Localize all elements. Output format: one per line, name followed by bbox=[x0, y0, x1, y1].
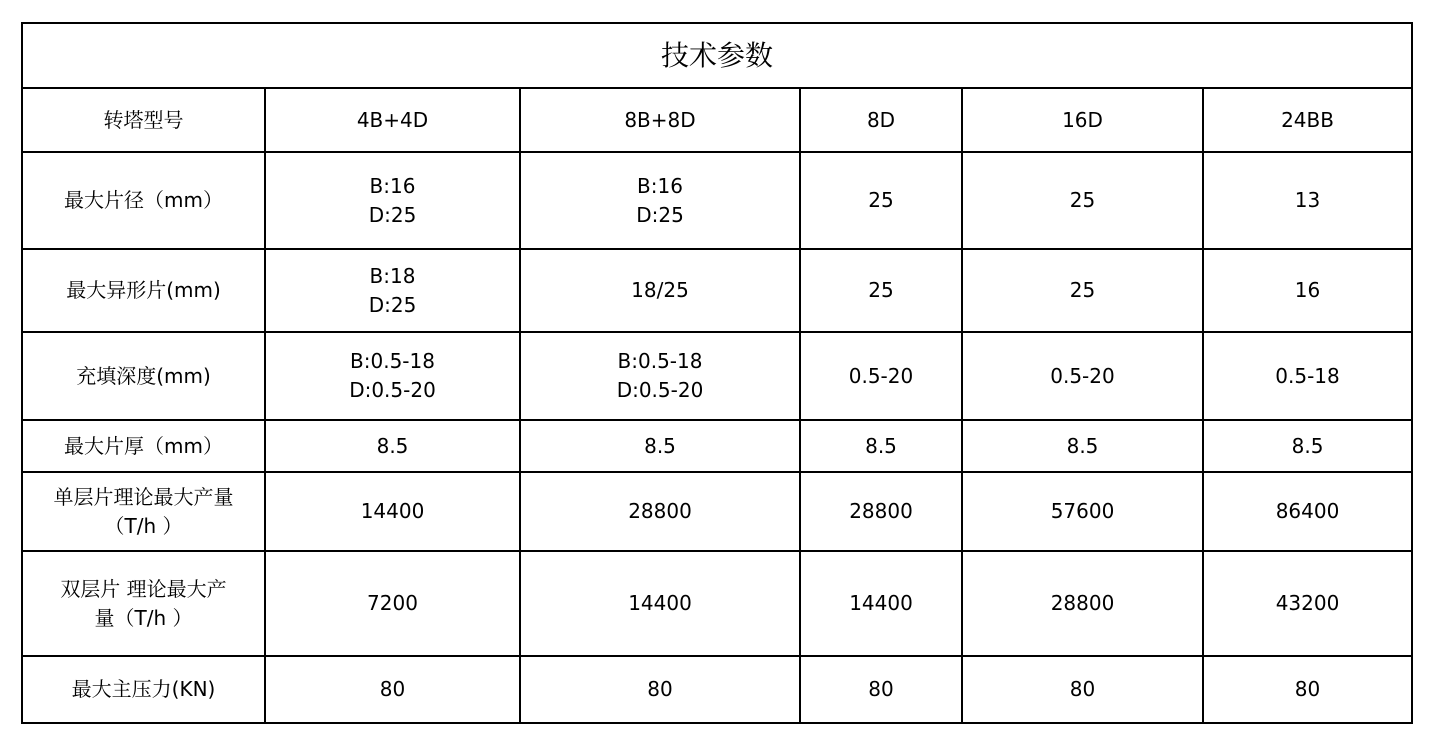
table-cell: 25 bbox=[962, 152, 1203, 249]
table-header-row bbox=[22, 88, 1412, 152]
model-header: 8B+8D bbox=[520, 88, 800, 152]
table-cell: 80 bbox=[520, 656, 800, 723]
table-cell: 8.5 bbox=[265, 420, 520, 472]
table-cell: 25 bbox=[800, 249, 962, 332]
table-cell: 16 bbox=[1203, 249, 1412, 332]
table-title-row bbox=[22, 23, 1412, 88]
table-cell: B:0.5-18 D:0.5-20 bbox=[520, 332, 800, 420]
table-cell: 0.5-20 bbox=[962, 332, 1203, 420]
table-cell: 8.5 bbox=[520, 420, 800, 472]
table-row bbox=[22, 472, 1412, 551]
table-cell: 7200 bbox=[265, 551, 520, 656]
tech-spec-table bbox=[21, 22, 1413, 724]
table-cell: 80 bbox=[265, 656, 520, 723]
table-cell: 25 bbox=[962, 249, 1203, 332]
table-cell: 28800 bbox=[800, 472, 962, 551]
model-header: 8D bbox=[800, 88, 962, 152]
table-cell: 8.5 bbox=[962, 420, 1203, 472]
table-cell: 80 bbox=[1203, 656, 1412, 723]
row-label: 最大异形片(mm) bbox=[22, 249, 265, 332]
table-cell: 28800 bbox=[520, 472, 800, 551]
row-label: 单层片理论最大产量 （T/h ） bbox=[22, 472, 265, 551]
table-row bbox=[22, 656, 1412, 723]
table-cell: 14400 bbox=[265, 472, 520, 551]
row-label: 双层片 理论最大产 量（T/h ） bbox=[22, 551, 265, 656]
table-cell: 0.5-18 bbox=[1203, 332, 1412, 420]
table-cell: 0.5-20 bbox=[800, 332, 962, 420]
row-label: 最大片厚（mm） bbox=[22, 420, 265, 472]
table-cell: B:0.5-18 D:0.5-20 bbox=[265, 332, 520, 420]
header-label: 转塔型号 bbox=[22, 88, 265, 152]
table-row bbox=[22, 551, 1412, 656]
table-cell: B:16 D:25 bbox=[265, 152, 520, 249]
table-cell: 14400 bbox=[800, 551, 962, 656]
table-cell: 18/25 bbox=[520, 249, 800, 332]
table-cell: 57600 bbox=[962, 472, 1203, 551]
table-cell: 80 bbox=[962, 656, 1203, 723]
table-cell: 8.5 bbox=[1203, 420, 1412, 472]
table-row bbox=[22, 152, 1412, 249]
table-cell: 28800 bbox=[962, 551, 1203, 656]
table-cell: 86400 bbox=[1203, 472, 1412, 551]
table-cell: 43200 bbox=[1203, 551, 1412, 656]
table-cell: B:16 D:25 bbox=[520, 152, 800, 249]
model-header: 16D bbox=[962, 88, 1203, 152]
table-cell: 14400 bbox=[520, 551, 800, 656]
table-row bbox=[22, 249, 1412, 332]
model-header: 4B+4D bbox=[265, 88, 520, 152]
table-cell: B:18 D:25 bbox=[265, 249, 520, 332]
table-row bbox=[22, 420, 1412, 472]
row-label: 充填深度(mm) bbox=[22, 332, 265, 420]
table-row bbox=[22, 332, 1412, 420]
table-cell: 8.5 bbox=[800, 420, 962, 472]
table-cell: 25 bbox=[800, 152, 962, 249]
row-label: 最大片径（mm） bbox=[22, 152, 265, 249]
table-title: 技术参数 bbox=[22, 23, 1412, 88]
table-cell: 13 bbox=[1203, 152, 1412, 249]
model-header: 24BB bbox=[1203, 88, 1412, 152]
table-cell: 80 bbox=[800, 656, 962, 723]
row-label: 最大主压力(KN) bbox=[22, 656, 265, 723]
